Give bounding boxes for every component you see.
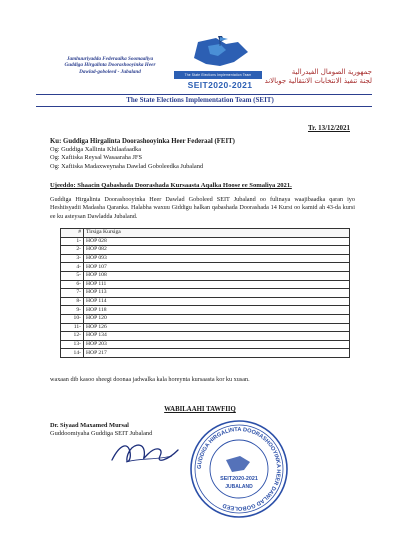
table-header-seat: Tirsiga Kursiga [84,229,350,238]
closing-phrase: WABILAAHI TAWFIIQ [164,406,236,413]
letterhead-line-2: Guddiga Hirgalinta Doorashooyinka Heer [64,62,156,69]
table-row [61,314,350,323]
row-seat: HOP 118 [84,306,350,315]
letterhead-somali-text [40,56,180,75]
letter-subject: Ujeeddo: Shaacin Qabashada Doorashada Kursaasta Aqalka Hoose ee Somaliya 2021. [50,182,292,189]
table-row [61,349,350,358]
table-row [61,237,350,246]
table-header-row [61,229,350,238]
row-seat: HOP 126 [84,323,350,332]
letterhead-team-name: The State Elections Implementation Team (SEIT) [126,96,274,104]
stamp-ring-text: GUDDIGA HIRGALINTA DOORASHOOYINKA HEER DAWLAD GOBOLEED [196,426,282,512]
letter-date: Tr. 13/12/2021 [307,124,350,132]
table-row [61,263,350,272]
row-number: 6- [61,280,84,289]
row-seat: HOP 093 [84,254,350,263]
row-number: 10- [61,314,84,323]
row-number: 7- [61,289,84,298]
handwritten-signature [106,436,186,470]
row-seat: HOP 203 [84,340,350,349]
table-header-number: # [61,229,84,238]
letterhead-banner: The State Elections Implementation Team [174,71,262,79]
letterhead-arabic-line-1: جمهورية الصومال الفيدرالية [291,68,372,76]
recipient-cc-1: Og: Guddiga Xallinta Khilaafaadka [50,146,142,154]
table-row [61,280,350,289]
recipient-cc-3: Og: Xafiiska Madaxweynaha Dawlad Goboleedka Jubaland [50,162,204,170]
table-row [61,289,350,298]
signatory-title: Guddoomiyaha Guddiga SEIT Jubaland [50,430,153,437]
letterhead-arabic-text [254,68,372,86]
table-row [61,254,350,263]
letterhead-divider [36,94,372,95]
table-row [61,306,350,315]
row-number: 11- [61,323,84,332]
row-number: 14- [61,349,84,358]
letterhead-line-3: Dawlad-goboleed - Jubaland [79,68,141,75]
row-seat: HOP 134 [84,332,350,341]
recipient-cc-2: Og: Xafiiska Reysal Wasaaraha JFS [50,154,143,162]
row-seat: HOP 108 [84,271,350,280]
signatory-name: Dr. Siyaad Maxamed Mursal [50,422,129,429]
row-number: 2- [61,246,84,255]
seats-table [60,228,350,358]
row-seat: HOP 028 [84,237,350,246]
row-number: 5- [61,271,84,280]
letter-body: Guddiga Hirgalinta Doorashooyinka Heer Dawlad Goboleed SEIT Jubaland oo fulinaya waajibaadka qaran iyo Heshiisyadii Madasha Qaranka. Halabha waxuu Giddigu halkan qabashada Doorashada 14 Kursi oo kamid ah 43-da kursi ee ku asteysan Dawladda Jubaland. [50,196,355,220]
row-number: 4- [61,263,84,272]
row-seat: HOP 107 [84,263,350,272]
official-stamp [188,418,290,520]
row-seat: HOP 082 [84,246,350,255]
table-row [61,271,350,280]
recipient-block [50,138,360,171]
table-row [61,332,350,341]
stamp-center-bottom: JUBALAND [225,484,253,490]
row-seat: HOP 111 [84,280,350,289]
table-row [61,323,350,332]
row-seat: HOP 120 [84,314,350,323]
letterhead-line-1: Jamhuuriyadda Federaalka Soomaaliya [66,56,154,62]
row-number: 13- [61,340,84,349]
letterhead-arabic-line-2: لجنة تنفيذ الانتخابات الانتقالية جوبالاند [264,77,372,85]
row-number: 12- [61,332,84,341]
row-number: 8- [61,297,84,306]
table-row [61,340,350,349]
row-number: 3- [61,254,84,263]
row-number: 9- [61,306,84,315]
row-seat: HOP 217 [84,349,350,358]
recipient-to: Ku: Guddiga Hirgalinta Doorashooyinka Heer Federaal (FEIT) [50,138,235,145]
after-table-text: waxaan dib kasoo sheegi doonaa jadwalka kala horeynta kursaasta kor ku xusan. [50,376,250,383]
letterhead-seit-title: SEIT2020-2021 [187,80,253,90]
row-seat: HOP 114 [84,297,350,306]
table-row [61,246,350,255]
stamp-center-top: SEIT2020-2021 [220,476,258,482]
letterhead-divider-2 [36,106,372,107]
row-seat: HOP 113 [84,289,350,298]
row-number: 1- [61,237,84,246]
table-row [61,297,350,306]
